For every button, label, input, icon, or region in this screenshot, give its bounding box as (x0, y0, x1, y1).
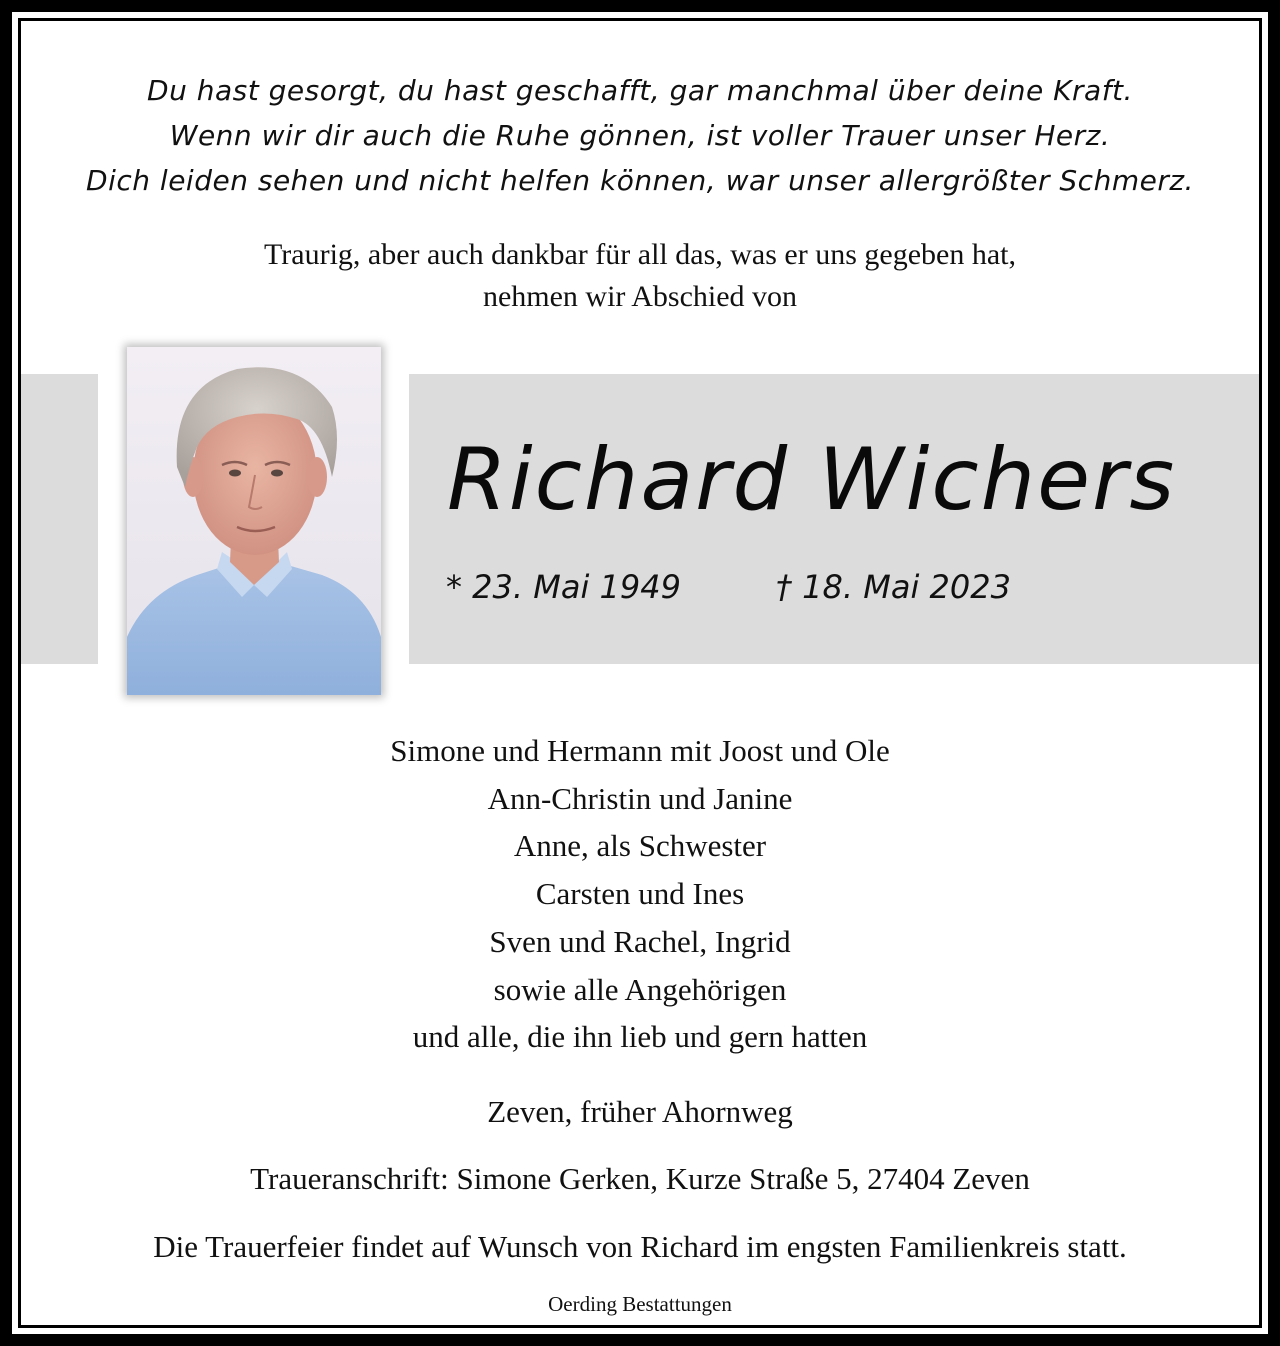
mourners-list (0, 727, 1280, 1061)
intro-text (0, 234, 1280, 318)
mourning-address: Traueranschrift: Simone Gerken, Kurze Straße 5, 27404 Zeven (250, 1161, 1030, 1196)
verse-line: Du hast gesorgt, du hast geschafft, gar manchmal über deine Kraft. (147, 74, 1133, 107)
mourner-line: Carsten und Ines (535, 876, 745, 912)
ceremony-note: Die Trauerfeier findet auf Wunsch von Richard im engsten Familienkreis statt. (153, 1229, 1127, 1264)
residence-place: Zeven, früher Ahornweg (487, 1094, 793, 1129)
mourner-line: Simone und Hermann mit Joost und Ole (390, 733, 890, 768)
intro-line: nehmen wir Abschied von (482, 280, 798, 313)
birth-date: * 23. Mai 1949 (446, 568, 681, 606)
mourner-line: Anne, als Schwester (513, 828, 767, 864)
death-date: † 18. Mai 2023 (776, 568, 1011, 606)
mourner-line: und alle, die ihn lieb und gern hatten (412, 1019, 868, 1055)
verse-line: Dich leiden sehen und nicht helfen können, war unser allergrößter Schmerz. (86, 164, 1194, 197)
mourner-line: sowie alle Angehörigen (493, 971, 787, 1007)
intro-line: Traurig, aber auch dankbar für all das, was er uns gegeben hat, (264, 238, 1016, 271)
mourner-line: Sven und Rachel, Ingrid (489, 923, 791, 959)
name-band-left (21, 374, 98, 664)
verse-line: Wenn wir dir auch die Ruhe gönnen, ist voller Trauer unser Herz. (169, 119, 1111, 152)
deceased-name: Richard Wichers (447, 430, 1177, 530)
portrait-photo (127, 347, 381, 695)
undertaker-name: Oerding Bestattungen (548, 1292, 732, 1316)
verse (0, 68, 1280, 203)
mourner-line: Ann-Christin und Janine (487, 780, 793, 816)
